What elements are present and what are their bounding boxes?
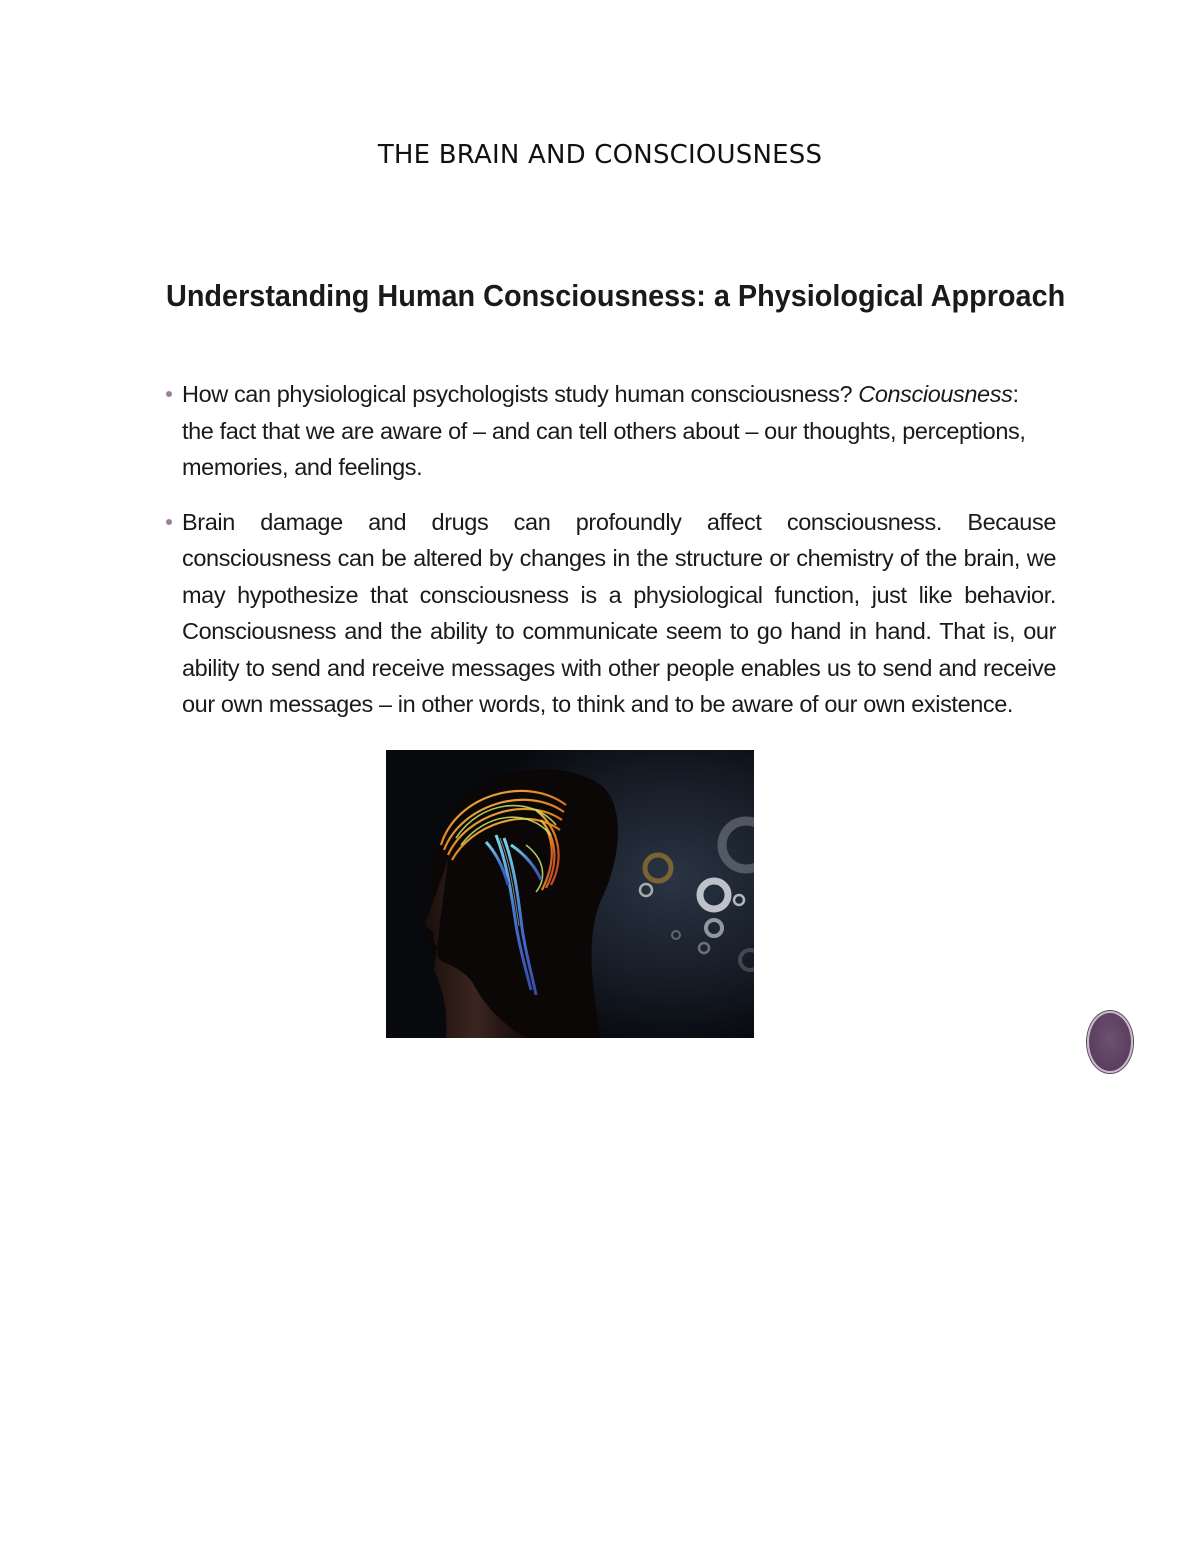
bullet-term: Consciousness	[858, 381, 1013, 407]
bullet-text-before: How can physiological psychologists study human consciousness?	[182, 381, 859, 407]
bullet-item	[164, 504, 1056, 723]
bullet-item	[164, 376, 1056, 486]
page-title: THE BRAIN AND CONSCIOUSNESS	[377, 140, 823, 170]
brain-scan-image	[386, 750, 754, 1038]
brain-scan-head-icon	[386, 750, 754, 1038]
slide-heading: Understanding Human Consciousness: a Physiological Approach	[166, 278, 1066, 313]
bullet-icon	[166, 519, 172, 525]
bullet-text: Brain damage and drugs can profoundly affect consciousness. Because consciousness can be altered by changes in the structure or chemistry of the brain, we may hypothesize that consciousness is a physiological function, just like behavior. Consciousness and the ability to communicate seem to go hand in hand. That is, our ability to send and receive messages with other people enables us to send and receive our own messages – in other words, to think and to be aware of our own existence.	[182, 508, 1056, 717]
bullet-text-after: : the fact that we are aware of – and can tell others about – our thoughts, perceptions, memories, and feelings.	[182, 381, 1026, 480]
bullet-icon	[166, 391, 172, 397]
slide-number-badge	[1087, 1011, 1133, 1073]
bullet-list	[164, 376, 1056, 723]
